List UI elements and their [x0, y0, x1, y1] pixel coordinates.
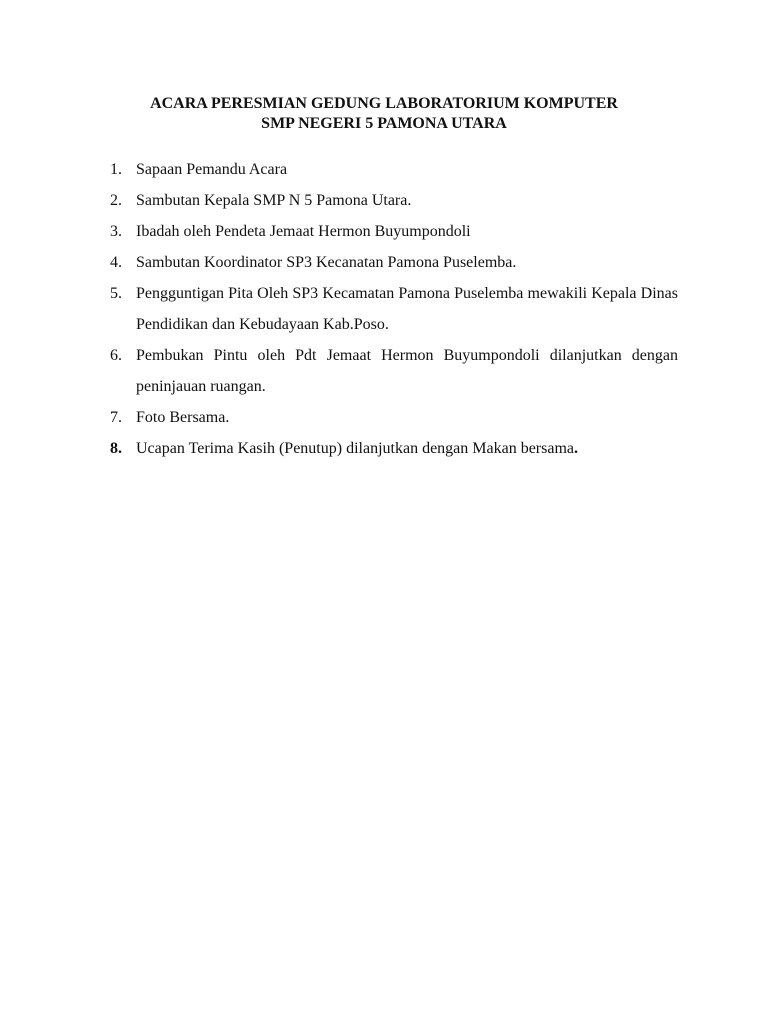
agenda-item-1 [110, 154, 678, 185]
agenda-item-8 [110, 433, 678, 464]
item-number: 6. [110, 347, 122, 364]
item-text: Pembukan Pintu oleh Pdt Jemaat Hermon Buyumpondoli dilanjutkan dengan peninjauan ruangan. [136, 347, 678, 395]
title-line-1: ACARA PERESMIAN GEDUNG LABORATORIUM KOMPUTER [150, 95, 618, 112]
item-number: 5. [110, 285, 122, 302]
agenda-item-6 [110, 340, 678, 402]
item-text: Sambutan Kepala SMP N 5 Pamona Utara. [136, 192, 412, 209]
item-text: Sambutan Koordinator SP3 Kecanatan Pamona Puselemba. [136, 254, 517, 271]
agenda-item-5 [110, 278, 678, 340]
item-text [136, 433, 678, 464]
item-number: 7. [110, 409, 122, 426]
item-number: 3. [110, 223, 122, 240]
item-number: 2. [110, 192, 122, 209]
agenda-item-3 [110, 216, 678, 247]
item-text-body: Ucapan Terima Kasih (Penutup) dilanjutkan dengan Makan bersama [136, 440, 574, 457]
item-text: Pengguntigan Pita Oleh SP3 Kecamatan Pamona Puselemba mewakili Kepala Dinas Pendidikan dan Kebudayaan Kab.Poso. [136, 285, 678, 333]
item-number: 1. [110, 161, 122, 178]
title-line-2: SMP NEGERI 5 PAMONA UTARA [261, 115, 507, 132]
item-text: Ibadah oleh Pendeta Jemaat Hermon Buyumpondoli [136, 223, 471, 240]
item-text-end: . [574, 440, 578, 457]
agenda-list [110, 154, 678, 464]
item-number: 4. [110, 254, 122, 271]
item-text: Sapaan Pemandu Acara [136, 161, 288, 178]
document-title [0, 94, 768, 134]
item-text: Foto Bersama. [136, 409, 230, 426]
item-number: 8. [110, 440, 122, 457]
agenda-item-7 [110, 402, 678, 433]
agenda-item-2 [110, 185, 678, 216]
agenda-item-4 [110, 247, 678, 278]
